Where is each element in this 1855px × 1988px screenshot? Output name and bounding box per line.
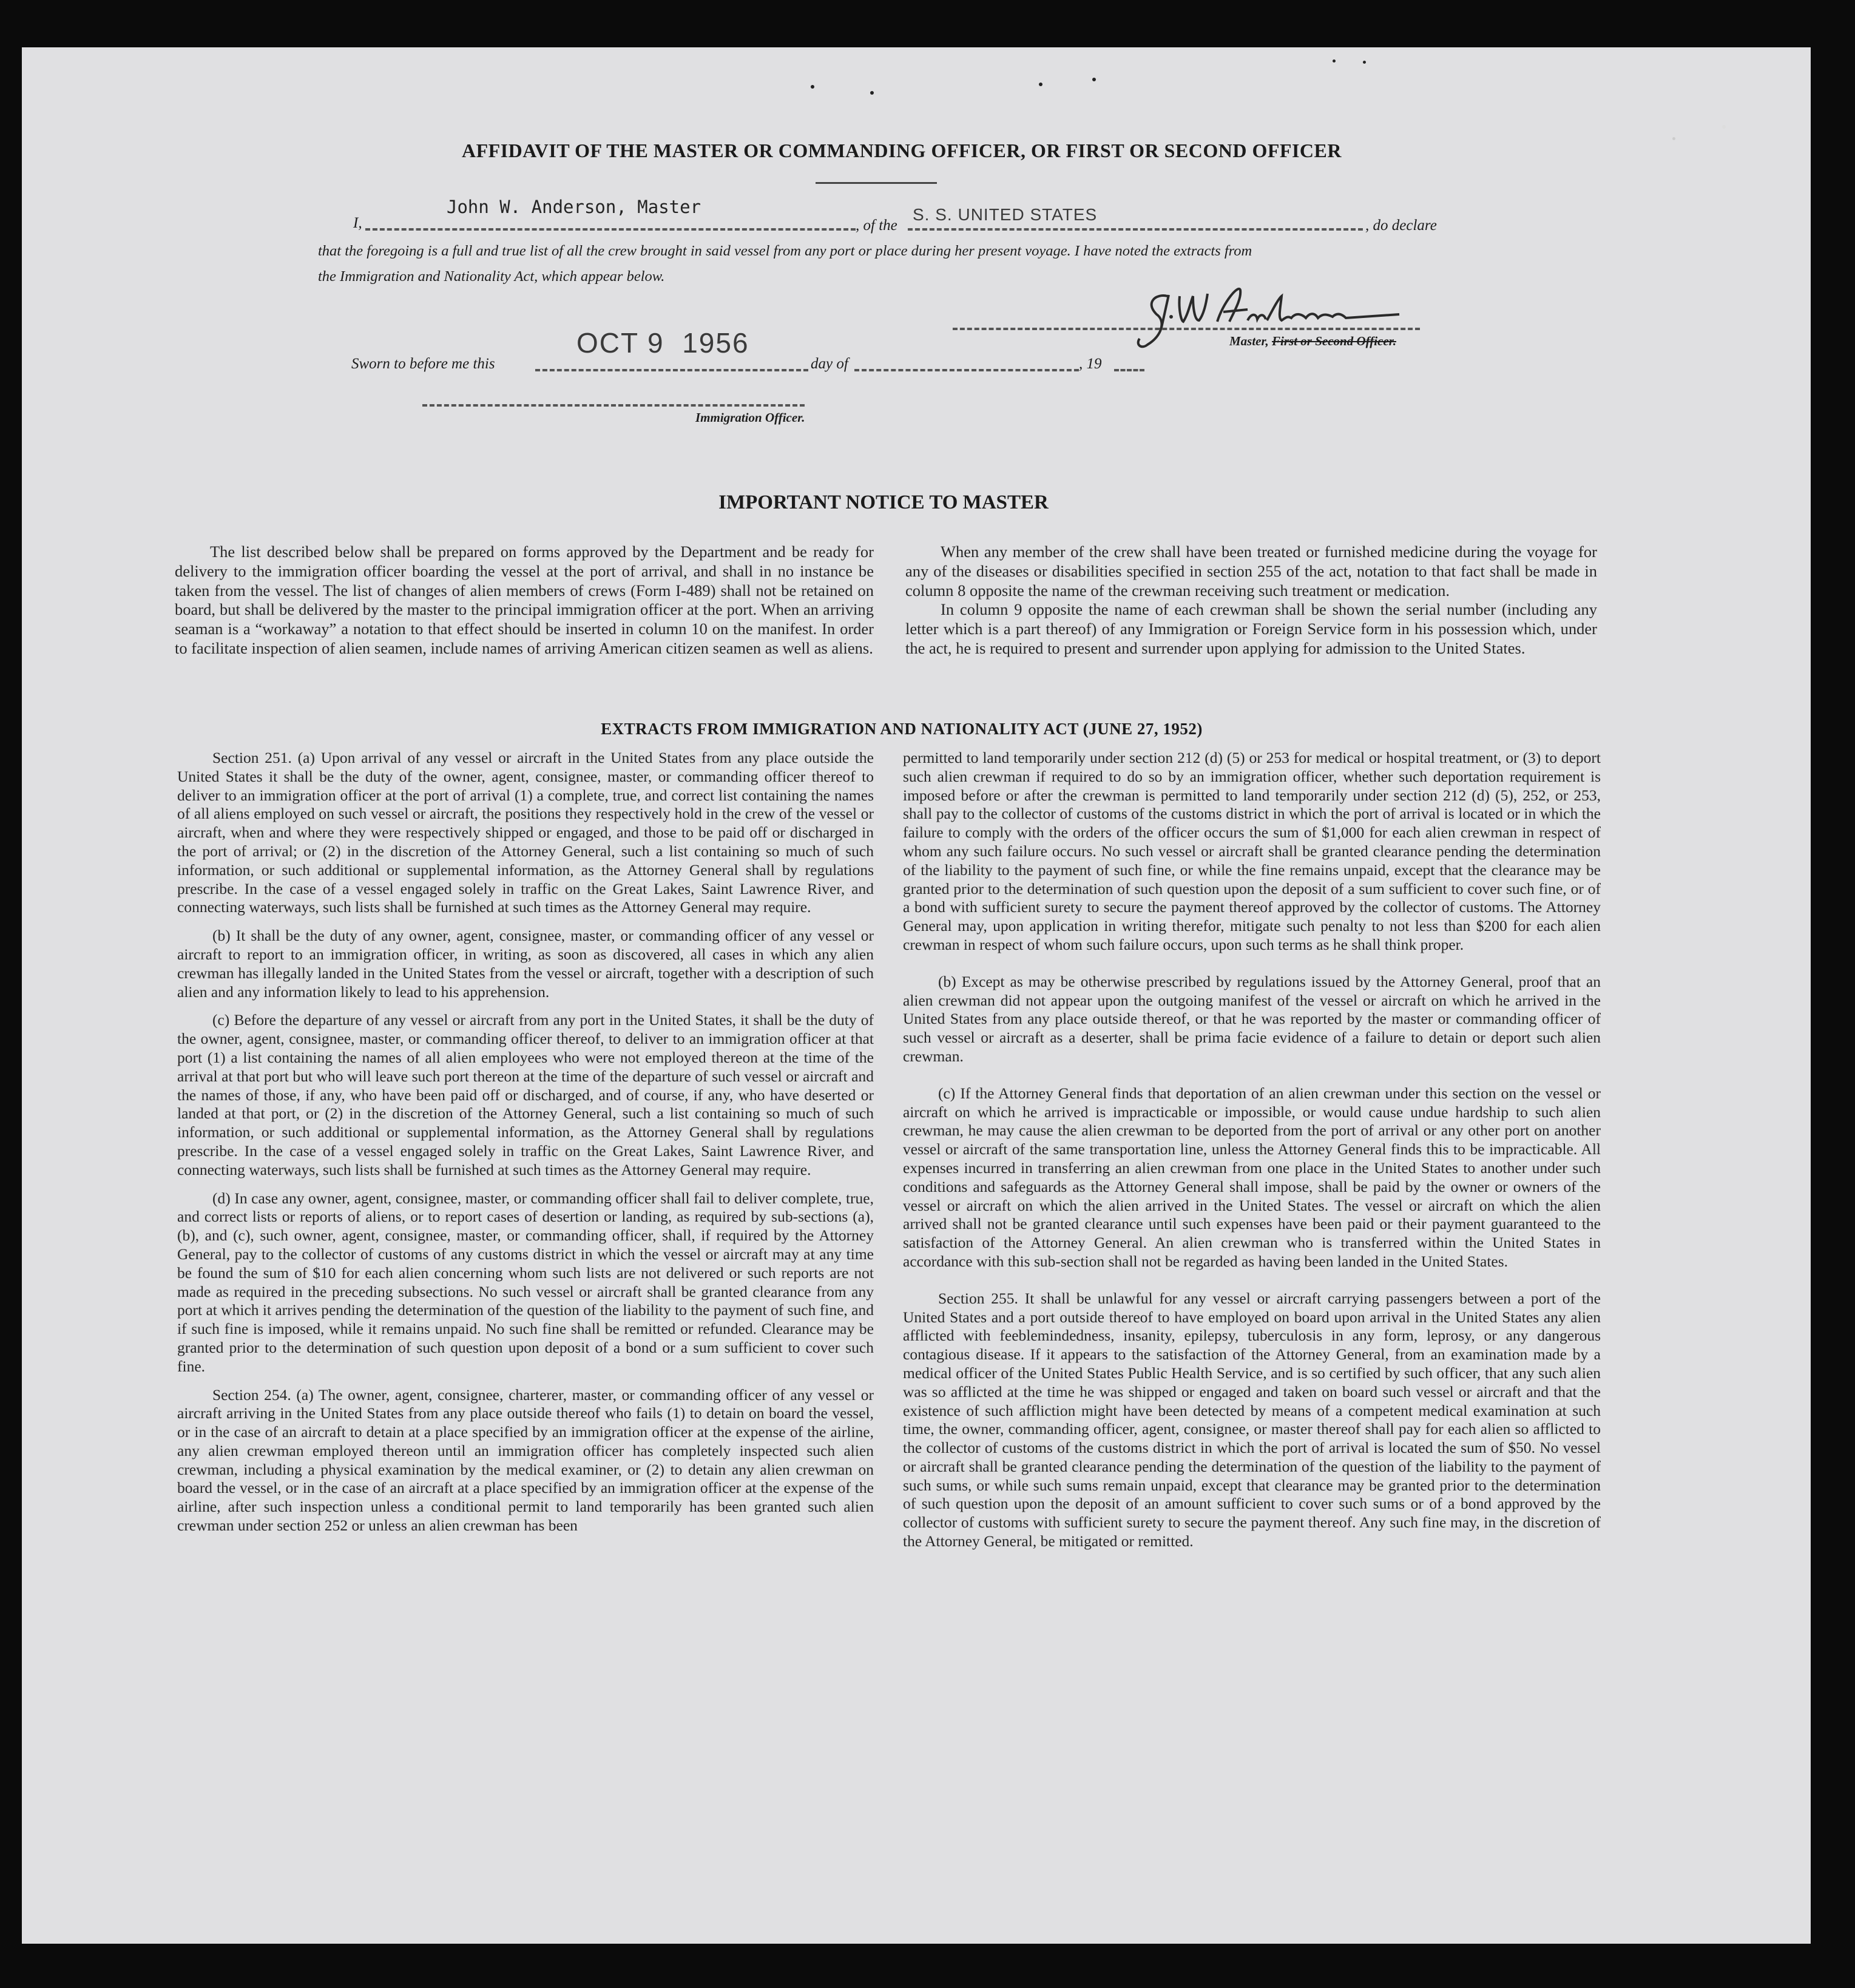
extracts-left-column xyxy=(177,749,874,1545)
officer-line xyxy=(422,404,805,407)
scan-speck xyxy=(1039,83,1042,86)
section-254-a: Section 254. (a) The owner, agent, consignee, charterer, master, or commanding officer of any vessel or aircraft arriving in the United States from any place outside thereof who fails (1) to detain on board the vessel, or in the case of an aircraft to detain at a place specified by an immigration officer at the expense of the airline, any alien crewman employed thereon until an immigration officer has completely inspected such alien crewman, including a physical examination by the medical examiner, or (2) to detain any alien crewman on board the vessel, or in the case of an aircraft at a place specified by an immigration officer at the expense of the airline, after such inspection unless a conditional permit to land temporarily has been granted such alien crewman under section 252 or unless an alien crewman has been xyxy=(177,1385,874,1535)
month-line xyxy=(854,369,1079,371)
signature-caption-kept: Master, xyxy=(1229,334,1269,348)
signature-caption xyxy=(1229,334,1396,349)
section-251-b: (b) It shall be the duty of any owner, agent, consignee, master, or commanding officer of any vessel or aircraft to report to an immigration officer, in writing, as soon as discovered, all cases in which any alien crewman has illegally landed in the United States from the vessel or aircraft, together with a description of such alien and any information likely to lead to his apprehension. xyxy=(177,927,874,1001)
section-254-c: (c) If the Attorney General finds that deportation of an alien crewman under this section on the vessel or aircraft on which he arrived is impracticable or impossible, or would cause undue hardship to such alien crewman, he may cause the alien crewman to be deported from the port of arrival or any other port on another vessel or aircraft of the same transportation line, unless the Attorney General finds this to be impracticable. All expenses incurred in transferring an alien crewman from one place in the United States to another under such conditions and safeguards as the Attorney General shall impose, shall be paid by the owner or owners of the vessel or aircraft on which the alien arrived in the United States. The vessel or aircraft on which the alien arrived shall not be granted clearance until such expenses have been paid or their payment guaranteed to the satisfaction of the Attorney General. An alien crewman who is transferred within the United States in accordance with this sub-section shall not be regarded as having been landed in the United States. xyxy=(903,1084,1601,1270)
scan-speck xyxy=(1672,137,1675,140)
officer-caption: Immigration Officer. xyxy=(695,410,805,425)
extracts-right-column xyxy=(903,749,1601,1561)
section-251-a: Section 251. (a) Upon arrival of any vessel or aircraft in the United States from any place outside the United States it shall be the duty of the owner, agent, consignee, master, or commanding officer thereof to deliver to an immigration officer at the port of arrival (1) a complete, true, and correct list containing the names of all aliens employed on such vessel or aircraft, the positions they respectively hold in the crew of the vessel or aircraft, when and where they were respectively shipped or engaged, and those to be paid off or discharged in the port of arrival; or (2) in the discretion of the Attorney General, such a list containing so much of such information, or such additional or supplemental information, as the Attorney General shall by regulations prescribe. In the case of a vessel engaged solely in traffic on the Great Lakes, Saint Lawrence River, and connecting waterways, such lists shall be furnished at such times as the Attorney General may require. xyxy=(177,749,874,916)
notice-title: IMPORTANT NOTICE TO MASTER xyxy=(718,492,1049,513)
section-254-b: (b) Except as may be otherwise prescribed by regulations issued by the Attorney General, proof that an alien crewman did not appear upon the outgoing manifest of the vessel or aircraft on which he arrived in the United States from any place outside thereof, or that he was reported by the master or commanding officer of such vessel or aircraft as a deserter, shall be prima facie evidence of a failure to detain or deport such alien crewman. xyxy=(903,972,1601,1065)
year-line xyxy=(1114,369,1144,371)
section-255: Section 255. It shall be unlawful for any vessel or aircraft carrying passengers between a port of the United States and a port outside thereof to have employed on board upon arrival in the United States any alien afflicted with feeblemindedness, insanity, epilepsy, tuberculosis in any form, leprosy, or any dangerous contagious disease. If it appears to the satisfaction of the Attorney General, from an examination made by a medical officer of the United States Public Health Service, and is so certified by such officer, that any such alien was so afflicted at the time he was shipped or engaged and taken on board such vessel or aircraft and that the existence of such affliction might have been detected by means of a competent medical examination at such time, the owner, commanding officer, agent, consignee, or master thereof shall pay for each alien so afflicted to the collector of customs of the customs district in which the port of arrival is located the sum of $50. No vessel or aircraft shall be granted clearance pending the determination of the question of the liability to the payment of such sums, or while such sums remain unpaid, except that clearance may be granted prior to the determination of such question upon the deposit of an amount sufficient to cover such sums or of a bond approved by the collector of customs with sufficient surety to secure the payment thereof. Any such fine may, in the discretion of the Attorney General, be mitigated or remitted. xyxy=(903,1289,1601,1550)
extracts-title: EXTRACTS FROM IMMIGRATION AND NATIONALITY ACT (JUNE 27, 1952) xyxy=(601,720,1203,738)
notice-left-paragraph xyxy=(175,543,874,658)
notice-left-text: The list described below shall be prepared on forms approved by the Department and be ready for delivery to the immigration officer boarding the vessel at the port of arrival, and shall in no instance be taken from the vessel. The list of changes of alien members of crews (Form I-489) shall not be retained on board, but shall be delivered by the master to the principal immigration officer at the port. When an arriving seaman is a “workaway” a notation to that effect should be inserted in column 10 on the manifest. In order to facilitate inspection of alien seamen, include names of arriving American citizen seamen as well as aliens. xyxy=(175,543,874,657)
scan-speck xyxy=(1092,78,1096,81)
i-label: I, xyxy=(353,215,362,231)
notice-right-text-2: In column 9 opposite the name of each crewman shall be shown the serial number (including any letter which is a part thereof) of any Immigration or Foreign Service form in his possession which, under the act, he is required to present and surrender upon applying for admission to the United States. xyxy=(905,600,1597,657)
notice-right-text-1: When any member of the crew shall have been treated or furnished medicine during the voyage for any of the diseases or disabilities specified in section 255 of the act, notation to that fact shall be made in column 8 opposite the name of the crewman receiving such treatment or medication. xyxy=(905,543,1597,600)
scan-speck xyxy=(1333,59,1336,63)
sworn-date-line xyxy=(535,369,808,371)
affidavit-title: AFFIDAVIT OF THE MASTER OR COMMANDING OFFICER, OR FIRST OR SECOND OFFICER xyxy=(462,140,1342,161)
master-name-line xyxy=(365,228,856,231)
declaration-line-1: that the foregoing is a full and true list of all the crew brought in said vessel from any port or place during her present voyage. I have noted the extracts from xyxy=(318,243,1252,259)
vessel-name-field: S. S. UNITED STATES xyxy=(913,205,1098,224)
master-name-field: John W. Anderson, Master xyxy=(447,197,701,217)
scan-speck xyxy=(1722,125,1726,129)
sworn-label: Sworn to before me this xyxy=(351,356,495,372)
declaration-line-2: the Immigration and Nationality Act, which appear below. xyxy=(318,268,665,285)
section-254-a-continued: permitted to land temporarily under section 212 (d) (5) or 253 for medical or hospital treatment, or (3) to deport such alien crewman if required to do so by an immigration officer, whether such deportation requirement is imposed before or after the crewman is permitted to land temporarily under section 212 (d) (5), 252, or 253, shall pay to the collector of customs of the customs district in which the port of arrival is located or in which the failure to comply with the orders of the officer occurs the sum of $1,000 for each alien crewman in respect of whom any such failure occurs. No such vessel or aircraft shall be granted clearance pending the determination of the liability to the payment of such fine, or while the fine remains unpaid, except that the clearance may be granted prior to the determination of such question upon the deposit of a sum sufficient to cover such fine, or of a bond with sufficient surety to secure the payment thereof approved by the collector of customs. The Attorney General may, upon application in writing therefor, mitigate such penalty to not less than $200 for each alien crewman in respect of whom such failure occurs, upon such terms as he shall think proper. xyxy=(903,749,1601,953)
scan-speck xyxy=(1363,61,1366,64)
do-declare-label: , do declare xyxy=(1365,217,1437,234)
sworn-date-stamp: OCT 9 1956 xyxy=(576,327,749,359)
notice-right-paragraphs xyxy=(905,543,1597,658)
scan-speck xyxy=(870,91,874,95)
title-rule xyxy=(816,182,937,184)
document-page xyxy=(22,47,1811,1944)
scan-speck xyxy=(811,85,814,89)
day-of-label: day of xyxy=(811,356,848,372)
year-label: , 19 xyxy=(1079,356,1102,372)
signature-image xyxy=(1132,278,1436,369)
signature-caption-struck: First or Second Officer. xyxy=(1272,334,1396,348)
section-251-d: (d) In case any owner, agent, consignee, master, or commanding officer shall fail to deliver complete, true, and correct lists or reports of aliens, or to report cases of desertion or landing, as required by sub-sections (a), (b), and (c), such owner, agent, consignee, master, or commanding officer, shall, if required by the Attorney General, pay to the collector of customs of any customs district in which the vessel or aircraft may at any time be found the sum of $10 for each alien concerning whom such lists are not delivered or such reports are not made as required in the preceding subsections. No such vessel or aircraft shall be granted clearance from any port at which it arrives pending the determination of the question of the liability to the payment of such fine, and if such fine is imposed, while it remains unpaid. No such fine shall be remitted or refunded. Clearance may be granted prior to the determination of such question upon deposit of a bond or a sum sufficient to cover such fine. xyxy=(177,1189,874,1375)
section-251-c: (c) Before the departure of any vessel or aircraft from any port in the United States, it shall be the duty of the owner, agent, consignee, master, or commanding officer thereof, to deliver to an immigration officer at that port (1) a list containing the names of all alien employees who were not employed thereon at the time of the arrival at that port but who will leave such port thereon at the time of the departure of such vessel or aircraft and the names of those, if any, who have been paid off or discharged, and of course, if any, who have deserted or landed at that port, or (2) in the discretion of the Attorney General, such a list containing so much of such information, or such additional or supplemental information, as the Attorney General shall by regulations prescribe. In the case of a vessel engaged solely in traffic on the Great Lakes, Saint Lawrence River, and connecting waterways, such lists shall be furnished at such times as the Attorney General may require. xyxy=(177,1011,874,1178)
vessel-line xyxy=(908,228,1363,231)
signature-line xyxy=(953,328,1420,330)
of-the-label: , of the xyxy=(856,217,897,234)
